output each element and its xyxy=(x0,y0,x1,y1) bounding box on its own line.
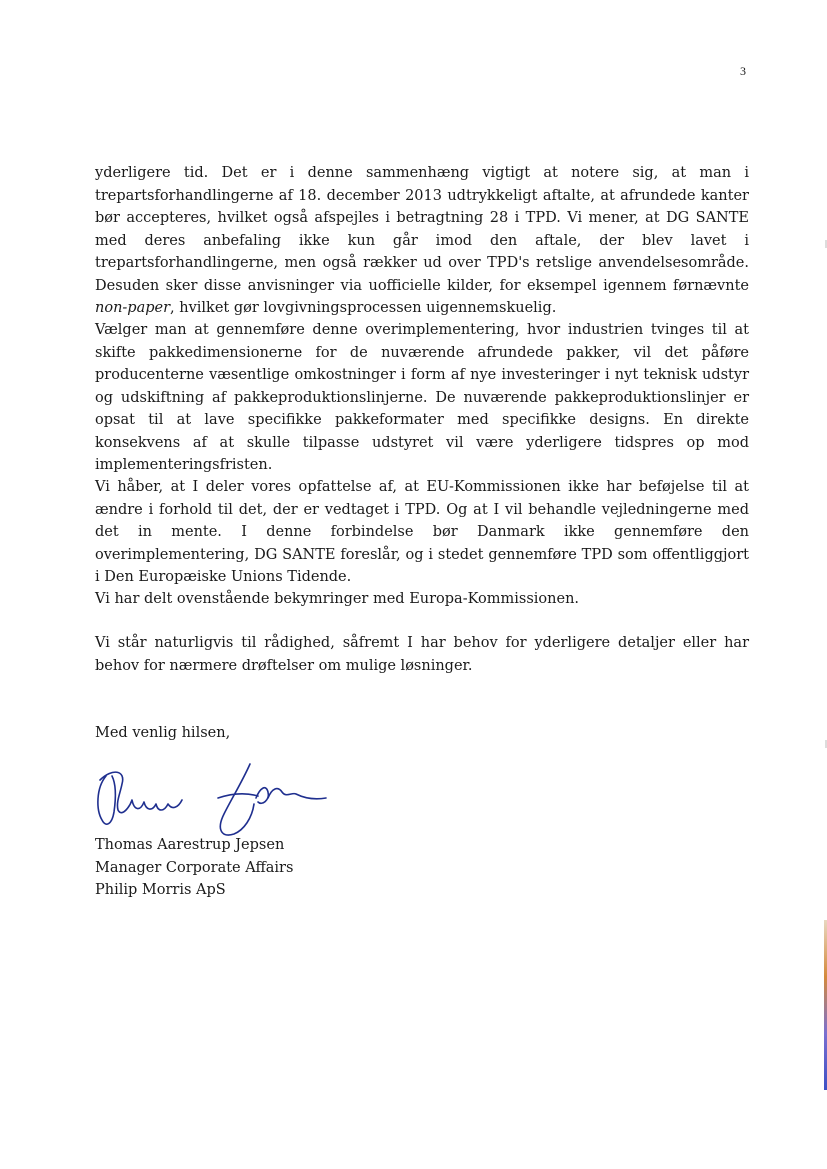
signer-company: Philip Morris ApS xyxy=(95,882,226,898)
paragraph-3: Vi håber, at I deler vores opfattelse af, at EU-Kommissionen ikke har beføjelse til at ændre i forhold til det, der er vedtaget i TPD. Og at I vil behandle vejledningerne med det in mente. I denne forbindelse bør Danmark ikke gennemføre den overimplementering, DG SANTE foreslår, og i stedet gennemføre TPD som offentliggjort i Den Europæiske Unions Tidende. xyxy=(95,479,749,585)
paragraph-2: Vælger man at gennemføre denne overimplementering, hvor industrien tvinges til at skifte pakkedimensionerne for de nuværende afrundede pakker, vil det påføre producenterne væsentlige omkostninger i form af nye investeringer i nyt teknisk udstyr og udskiftning af pakkeproduktionslinjerne. De nuværende pakkeproduktionslinjer er opsat til at lave specifikke pakkeformater med specifikke designs. En direkte konsekvens af at skulle tilpasse udstyret vil være yderligere tidspres op mod implementeringsfristen. xyxy=(95,322,749,473)
paragraph-5: Vi står naturligvis til rådighed, såfremt I har behov for yderligere detaljer eller har behov for nærmere drøftelser om mulige løsninger. xyxy=(95,635,749,674)
closing-salutation: Med venlig hilsen, xyxy=(95,725,231,741)
paragraph-1-tail: , hvilket gør lovgivningsprocessen uigennemskuelig. xyxy=(170,300,557,316)
paragraph-1-italic: non-paper xyxy=(95,300,171,316)
paragraph-1 xyxy=(95,162,749,320)
page-number: 3 xyxy=(740,64,746,78)
paragraph-1-text: yderligere tid. Det er i denne sammenhæng vigtigt at notere sig, at man i trepartsforhandlingerne af 18. december 2013 udtrykkeligt aftalte, at afrundede kanter bør accepteres, hvilket også afspejles i betragtning 28 i TPD. Vi mener, at DG SANTE med deres anbefaling ikke kun går imod den aftale, der blev lavet i trepartsforhandlingerne, men også rækker ud over TPD's retslige anvendelsesområde. Desuden sker disse anvisninger via uofficielle kilder, for eksempel igennem førnævnte xyxy=(95,165,749,294)
signer-title: Manager Corporate Affairs xyxy=(95,859,294,876)
signer-block xyxy=(95,834,293,902)
paragraph-4: Vi har delt ovenstående bekymringer med Europa-Kommissionen. xyxy=(95,591,580,607)
signer-name: Thomas Aarestrup Jepsen xyxy=(95,837,285,853)
